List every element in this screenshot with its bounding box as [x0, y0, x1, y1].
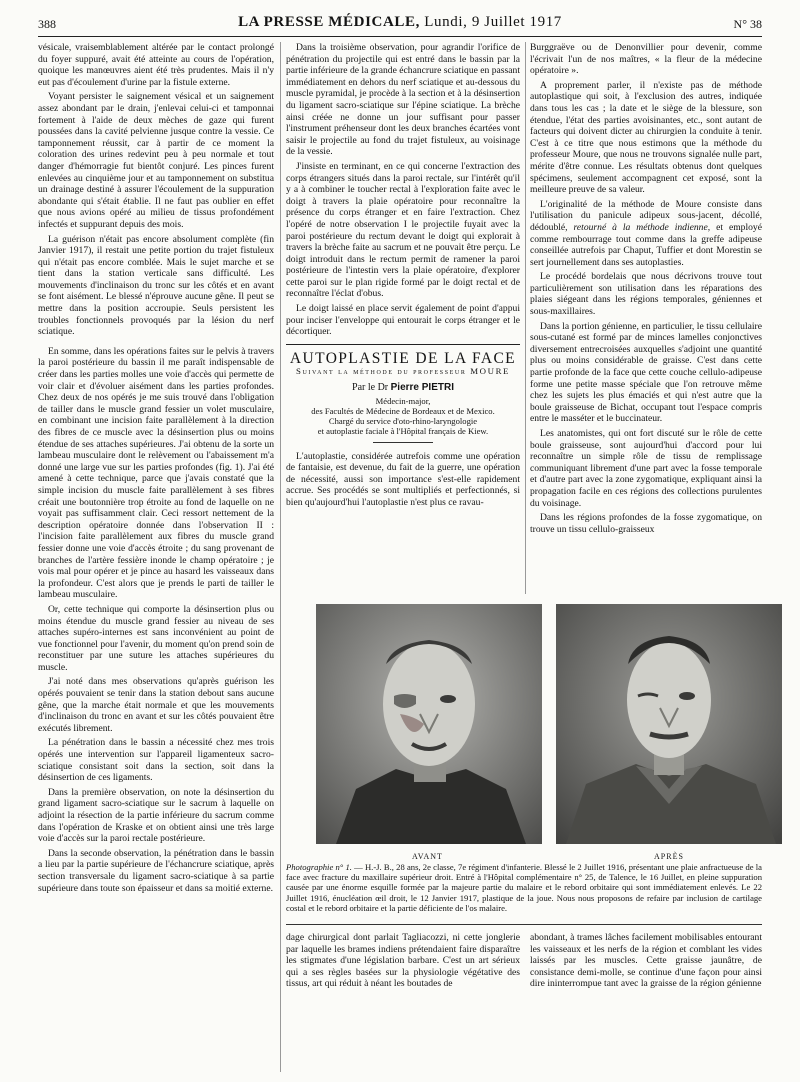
paragraph: L'autoplastie, considérée autrefois comme une opération de fantaisie, est devenue, du fait de la guerre, une opération de nécessité, aussi son importance s'est-elle rapidement accrue. Ses procédés se sont multipliés et perfectionnés, si bien qu'aujourd'hui l'autoplastie n'est plus ce ravau-: [286, 450, 520, 508]
paragraph: Dans la troisième observation, pour agrandir l'orifice de pénétration du projectile qui est entré dans le bassin par la partie inférieure de la grande échancrure sciatique en passant immédiatement en dehors du nerf sciatique et au-dessous du muscle pyramidal, je procède à la section et à la désinsertion du ligament sacro-sciatique sur l'épine sciatique. La brèche ainsi créée ne donne un jour suffisant pour passer l'instrument préhenseur dont les deux branches écartées vont saisir le projectile au fond du trajet fistuleux, au voisinage de la vessie.: [286, 42, 520, 158]
paragraph: abondant, à trames lâches facilement mobilisables entourant les vaisseaux et les nerfs de la région et comblant les vides laissés par les muscles. Cette graisse jaunâtre, de consistance demi-molle, se continue d'une façon pour ainsi dire ininterrompue tant avec la graisse de la région génienne: [530, 932, 762, 990]
photo-before: [316, 604, 542, 844]
paragraph: Voyant persister le saignement vésical et un saignement assez abondant par le drain, j'enlevai celui-ci et tamponnai fortement à l'aide de deux mèches de gaze qui furent poussées dans la cavité pelvienne jusque contre la vessie. Ce tamponnement réussit, car à partir de ce moment la coloration des urines redevint peu à peu normale et tout danger d'hémorragie fut bientôt conjuré. Les pinces furent enlevées au cinquième jour et au tamponnement on substitua un drainage destiné à assurer l'écoulement de la suppuration abondante qui s'était établie. Il ne faut pas oublier en effet que nous avions opéré au milieu de tissus profondément infectés et suppurant depuis des mois.: [38, 91, 274, 230]
caption-rule: [286, 924, 762, 925]
journal-name: LA PRESSE MÉDICALE,: [238, 14, 420, 30]
affiliation-line: des Facultés de Médecine de Bordeaux et de Mexico.: [311, 405, 495, 416]
affiliation-line: Médecin-major,: [375, 395, 431, 406]
photo-after: [556, 604, 782, 844]
author-rule: [373, 442, 433, 443]
paragraph: Burggraëve ou de Denonvillier pour devenir, comme l'écrivait l'un de nos maîtres, « la fleur de la médecine opératoire ».: [530, 42, 762, 77]
page-header: [38, 14, 762, 36]
column-2-bottom: [286, 932, 520, 993]
author-affiliation: [286, 396, 520, 436]
paragraph: Les anatomistes, qui ont fort discuté sur le rôle de cette boule graisseuse, sont aujourd'hui d'accord pour lui reconnaître un simple rôle de tissu de remplissage communiquant librement d'une part avec la fosse temporale et d'autre part avec la zone zygomatique, expliquant ainsi la propagation facile en ces régions des collections purulentes du voisinage.: [530, 428, 762, 509]
paragraph: vésicale, vraisemblablement altérée par le contact prolongé du foyer suppuré, avait été atteinte au cours de l'opération, quoique les manœuvres aient été très prudentes. Mais il n'y eut pas d'écoulement d'urine par la fistule externe.: [38, 42, 274, 88]
column-3: [530, 42, 762, 538]
paragraph: La guérison n'était pas encore absolument complète (fin Janvier 1917), il restait une petite portion du trajet fistuleux qui n'était pas encore comblée. Mais le sujet marche et se tient dans la station verticale sans difficulté. Les mouvements d'inclinaison du tronc sur les côtés et en avant se font aisément. Le blessé n'éprouve aucune gêne. Il peut se mettre dans la position accroupie. Seuls persistent les troubles fonctionnels provoqués par la lésion du nerf sciatique.: [38, 233, 274, 338]
label-after: APRÈS: [654, 852, 684, 861]
paragraph: En somme, dans les opérations faites sur le pelvis à travers la paroi postérieure du bassin il me paraît indispensable de créer dans les parties molles une voie d'accès qui permette de voir clair et d'évoluer aisément dans les parties profondes. Chez deux de nos opérés je me suis trouvé dans l'obligation de tailler dans le muscle grand fessier un volet musculaire, en combinant une incision faite parallèlement à la direction des fibres de ce muscle avec la désinsertion plus ou moins étendue de ses attaches supérieures. J'ai obtenu de la sorte un lambeau musculaire dont le relèvement ou l'abaissement m'a donné une large vue sur les parties profondes (fig. 1). J'ai été amené à cette technique, parce que j'avais constaté que la simple incision du muscle faite parallèlement à ses fibres créait une boutonnière trop étroite au fond de laquelle on ne voyait pas suffisamment clair. Ceci ressort nettement de la description opératoire donnée dans l'observation II : l'incision faite parallèlement aux fibres du muscle grand fessier donne une voie d'accès étroite ; du sang provenant de branches de l'artère fessière inonde le champ opératoire ; je vois mal pour opérer et je pince au hasard les vaisseaux dans la profondeur. C'est alors que je prends le parti de tailler le lambeau musculaire.: [38, 345, 274, 601]
paragraph: Le procédé bordelais que nous décrivons trouve tout particulièrement son utilisation dans les réparations des plaies siégeant dans les régions temporales, géniennes et sous-maxillaires.: [530, 271, 762, 318]
column-3-bottom: [530, 932, 762, 993]
page-number: 388: [38, 17, 56, 31]
caption-label: Photographie n° 1.: [286, 862, 352, 872]
paragraph: Dans les régions profondes de la fosse zygomatique, on trouve un tissu cellulo-graisseux: [530, 512, 762, 535]
column-divider: [280, 42, 281, 1072]
label-before: AVANT: [412, 852, 443, 861]
paragraph: La pénétration dans le bassin a nécessité chez mes trois opérés une intervention sur l'appareil ligamenteux sacro-sciatique consistant soit dans la section, soit dans la désinsertion de ces ligaments.: [38, 737, 274, 784]
article-title: AUTOPLASTIE DE LA FACE: [289, 349, 517, 367]
italic-run: retourné à la méthode indienne,: [573, 221, 711, 233]
text-run: L'originalité de la méthode de Moure consiste dans l'utilisation du panicule adipeux sous-jacent, décollé, dédoublé,: [530, 198, 762, 233]
issue-number: N° 38: [733, 17, 762, 31]
column-1: [38, 42, 274, 897]
paragraph: J'insiste en terminant, en ce qui concerne l'extraction des corps étrangers situés dans la paroi rectale, sur l'intérêt qu'il y a à combiner le toucher rectal à l'exploration faite avec le doigt à travers la plaie opératoire pour reconnaître la présence du corps étranger et en faire l'extraction. Chez l'opéré de notre observation I le projectile fuyait avec la paroi postérieure du rectum devant le doigt qui explorait à travers la brèche faite au sacrum et ne pouvait être perçu. Le doigt introduit dans le rectum permit de ramener la paroi postérieure de l'intestin vers la plaie opératoire, d'explorer cette paroi sur le plan rigide formé par le doigt rectal et de reconnaître l'éclat d'obus.: [286, 160, 520, 300]
header-rule: [38, 36, 762, 37]
paragraph: dage chirurgical dont parlait Tagliacozzi, ni cette jonglerie par laquelle les brames indiens prétendaient faire disparaître les stigmates d'une législation barbare. C'est un art sérieux qui a ses règles basées sur la physiologie végétative des tissus, art qui réduit à néant les boutades de: [286, 932, 520, 990]
affiliation-line: Chargé du service d'oto-rhino-laryngologie: [328, 415, 478, 426]
affiliation-line: et autoplastie faciale à l'Hôpital français de Kiew.: [317, 425, 489, 436]
running-title: [38, 14, 762, 31]
section-rule: [286, 344, 520, 345]
author-name: Pierre PIETRI: [390, 382, 454, 394]
paragraph: Dans la première observation, on note la désinsertion du grand ligament sacro-sciatique sur le sacrum à laquelle on adjoint la résection de la partie inférieure du sacrum comme dans l'opération de Kraske et on obtient ainsi une très large voie d'accès sur la paroi rectale postérieure.: [38, 786, 274, 845]
paragraph: A proprement parler, il n'existe pas de méthode autoplastique qui soit, à l'exclusion des autres, indiquée dans tous les cas ; la date et le siège de la blessure, son étendue, l'état des parties avoisinantes, etc., sont autant de facteurs qui doivent dicter au chirurgien la conduite à tenir. C'est à ce titre que nous estimons que la méthode du professeur Moure, que nous ne trouvons signalée nulle part, mérite d'être connue. Les résultats obtenus dont quelques spécimens, seulement accompagnent cet exposé, sont la meilleure preuve de sa valeur.: [530, 79, 762, 196]
paragraph: [530, 199, 762, 269]
paragraph: Dans la seconde observation, la pénétration dans le bassin a lieu par la partie supérieure de l'échancrure sciatique, après section transversale du ligament sacro-sciatique à sa partie supérieure dans toute son épaisseur et dans sa moitié externe.: [38, 847, 274, 894]
figure-photographs: [316, 604, 782, 861]
issue-date: Lundi, 9 Juillet 1917: [424, 14, 562, 30]
column-2: [286, 42, 520, 512]
paragraph: Le doigt laissé en place servit également de point d'appui pour inciser l'enveloppe qui entourait le corps étranger et le décortiquer.: [286, 303, 520, 338]
author-prefix: Par le Dr: [352, 382, 389, 394]
column-divider: [525, 42, 526, 594]
article-author: [286, 382, 520, 394]
paragraph: J'ai noté dans mes observations qu'après guérison les opérés pouvaient se tenir dans la station debout sans aucune gêne, que la marche était normale et que les mouvements d'inclinaison du tronc en avant et sur les côtés pouvaient être exécutés librement.: [38, 676, 274, 734]
paragraph: Or, cette technique qui comporte la désinsertion plus ou moins étendue du muscle grand fessier au niveau de ses attaches supéro-internes est sans inconvénient au point de vue fonctionnel pour l'avenir, du moment qu'on prend soin de reconstituer par une suture les attaches supérieures du muscle.: [38, 603, 274, 673]
text-run: et employé comme rembourrage tout comme dans la greffe adipeuse conseillée autrefois par Chaput, Tuffier et dont Morestin se sert journellement dans ses autoplasties.: [530, 221, 762, 268]
figure-caption: [286, 862, 762, 913]
paragraph: Dans la portion génienne, en particulier, le tissu cellulaire sous-cutané est formé par de minces lamelles conjonctives diversement entrecroisées auxquelles s'adjoint une quantité plus ou moins considérable de graisse. C'est dans cette partie profonde de la face que cette couche cellulo-adipeuse forme une petite masse spéciale que l'on retrouve même chez les sujets les plus émaciés et qui n'est autre que la boule graisseuse de Bichat, occupant tout l'espace compris entre le masséter et le buccinateur.: [530, 320, 762, 425]
caption-text: — H.-J. B., 28 ans, 2e classe, 7e régiment d'infanterie. Blessé le 2 Juillet 1916, présentant une plaie anfractueuse de la face avec fracture du maxillaire supérieur droit. Entré à l'Hôpital complémentaire n° 25, de Talence, le 16 Juillet, en pleine suppuration causée par une énorme esquille formée par la majeure partie du malaire et le rebord orbitaire qui sont immédiatement enlevés. Le 22 Juillet 1916, énucléation œil droit, le 12 Janvier 1917, plastique de la joue. Nous nous proposons de refaire par inclusion de cartilage costal et le rebord orbitaire et la partie déficiente de l'os malaire.: [286, 862, 762, 913]
article-subtitle: Suivant la méthode du professeur MOURE: [295, 366, 511, 377]
